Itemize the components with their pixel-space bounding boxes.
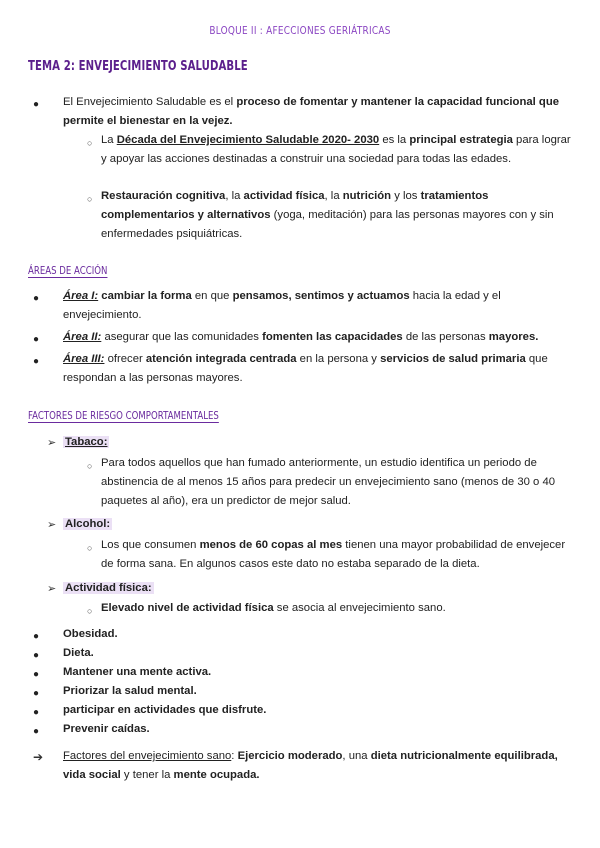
page-title: TEMA 2: ENVEJECIMIENTO SALUDABLE	[28, 59, 248, 74]
area-3: Área III: ofrecer atención integrada centrada en la persona y servicios de salud primaria que respondan a las personas mayores.	[63, 353, 548, 384]
intro-subitem-decada: La Década del Envejecimiento Saludable 2020- 2030 es la principal estrategia para lograr y apoyar las acciones destinadas a construir una sociedad para todas las edades.	[101, 134, 571, 165]
factores-envejecimiento-sano: Factores del envejecimiento sano: Ejercicio moderado, una dieta nutricionalmente equilibrada, vida social y tener la mente ocupada.	[63, 750, 558, 781]
page-header: BLOQUE II : AFECCIONES GERIÁTRICAS	[209, 25, 391, 37]
actividad-label: Actividad física:	[65, 582, 152, 594]
areas-heading: ÁREAS DE ACCIÓN	[28, 264, 108, 277]
intro-paragraph: El Envejecimiento Saludable es el proceso de fomentar y mantener la capacidad funcional que permite el bienestar en la vejez.	[63, 96, 560, 127]
area-2: Área II: asegurar que las comunidades fomenten las capacidades de las personas mayores.	[63, 331, 539, 343]
list-item: Obesidad.	[63, 628, 118, 640]
circle-bullet-icon: ○	[87, 543, 93, 553]
bullet-icon: ●	[33, 707, 40, 718]
circle-bullet-icon: ○	[87, 138, 93, 148]
arrowhead-icon: ➢	[47, 437, 57, 449]
actividad-text: Elevado nivel de actividad física se asocia al envejecimiento sano.	[101, 602, 446, 614]
tabaco-text: Para todos aquellos que han fumado anteriormente, un estudio identifica un periodo de abstinencia de al menos 15 años para predecir un envejecimiento sano (menos de 30 o 40 paquetes al año), era un predictor de mejor salud.	[101, 457, 556, 507]
intro-subitem-restauracion: Restauración cognitiva, la actividad física, la nutrición y los tratamientos complementarios y alternativos (yoga, meditación) para las personas mayores con y sin enfermedades psiquiátricas.	[101, 190, 554, 240]
circle-bullet-icon: ○	[87, 194, 93, 204]
bullet-icon: ●	[33, 356, 40, 367]
list-item: Mantener una mente activa.	[63, 666, 212, 678]
arrowhead-icon: ➢	[47, 583, 57, 595]
bullet-icon: ●	[33, 669, 40, 680]
list-item: Priorizar la salud mental.	[63, 685, 197, 697]
bullet-icon: ●	[33, 650, 40, 661]
factores-heading: FACTORES DE RIESGO COMPORTAMENTALES	[28, 409, 219, 422]
bullet-icon: ●	[33, 293, 40, 304]
circle-bullet-icon: ○	[87, 606, 93, 616]
bullet-icon: ●	[33, 99, 40, 110]
alcohol-label: Alcohol:	[65, 518, 111, 530]
arrowhead-icon: ➢	[47, 519, 57, 531]
tabaco-label: Tabaco:	[65, 436, 108, 448]
arrow-right-icon: ➔	[33, 750, 44, 764]
list-item: Prevenir caídas.	[63, 723, 150, 735]
circle-bullet-icon: ○	[87, 461, 93, 471]
bullet-icon: ●	[33, 334, 40, 345]
list-item: participar en actividades que disfrute.	[63, 704, 267, 716]
area-1: Área I: cambiar la forma en que pensamos, sentimos y actuamos hacia la edad y el envejecimiento.	[63, 290, 501, 321]
bullet-icon: ●	[33, 688, 40, 699]
list-item: Dieta.	[63, 647, 94, 659]
alcohol-text: Los que consumen menos de 60 copas al mes tienen una mayor probabilidad de envejecer de forma sana. En algunos casos este dato no estaba separado de la dieta.	[101, 539, 566, 570]
bullet-icon: ●	[33, 726, 40, 737]
bullet-icon: ●	[33, 631, 40, 642]
